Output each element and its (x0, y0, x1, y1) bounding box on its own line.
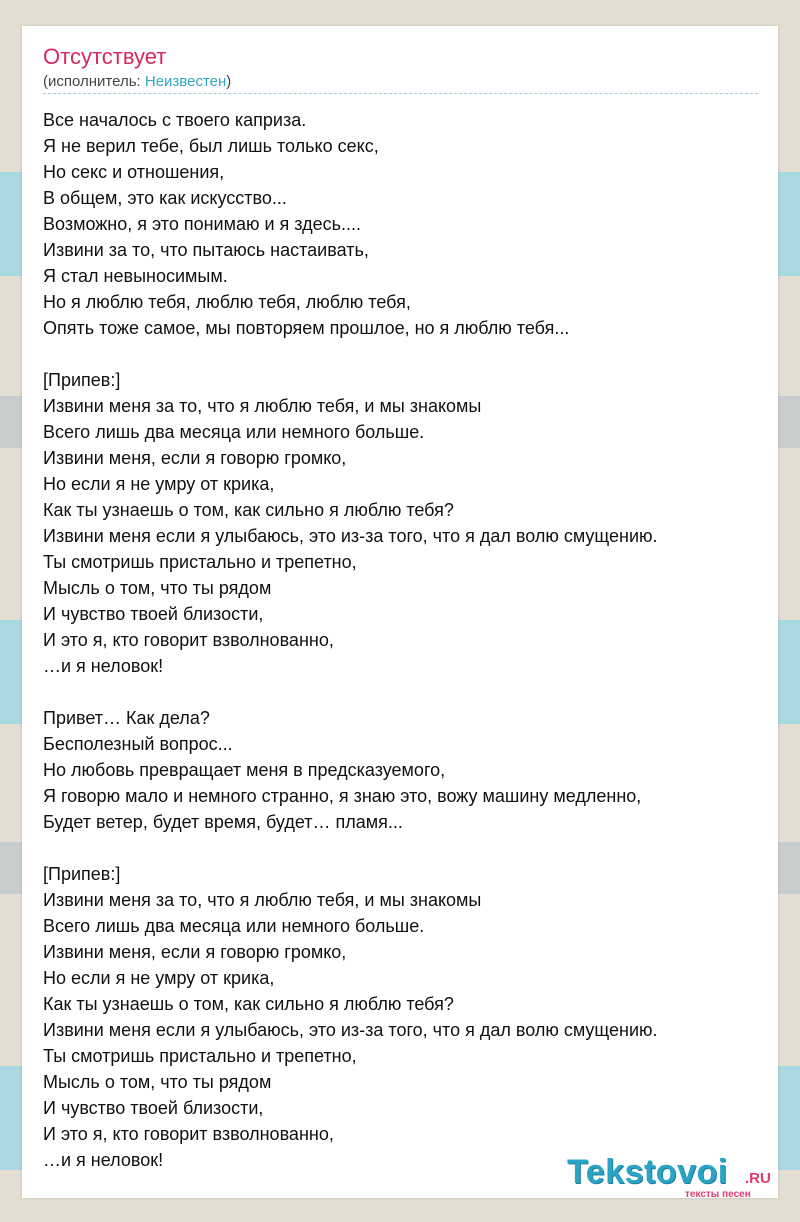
lyric-line: [Припев:] (43, 864, 121, 884)
lyric-line: И это я, кто говорит взволнованно, (43, 1124, 334, 1144)
lyric-line: И чувство твоей близости, (43, 604, 264, 624)
lyric-line: [Припев:] (43, 370, 121, 390)
lyric-line: Извини меня, если я говорю громко, (43, 942, 347, 962)
lyric-line: Опять тоже самое, мы повторяем прошлое, но я люблю тебя... (43, 318, 570, 338)
lyric-line: Извини меня за то, что я люблю тебя, и мы знакомы (43, 396, 482, 416)
logo-tagline: тексты песен (685, 1189, 751, 1200)
artist-link[interactable]: Неизвестен (144, 73, 227, 90)
lyric-line: Извини меня, если я говорю громко, (43, 448, 347, 468)
lyric-line: Все началось с твоего каприза. (43, 110, 307, 130)
lyric-line: Привет… Как дела? (43, 708, 210, 728)
lyric-line: …и я неловок! (43, 656, 164, 676)
lyric-line: Мысль о том, что ты рядом (43, 1072, 272, 1092)
artist-prefix: (исполнитель: (43, 73, 145, 90)
lyric-line: Но я люблю тебя, люблю тебя, люблю тебя, (43, 292, 411, 312)
lyric-line: Но любовь превращает меня в предсказуемого, (43, 760, 446, 780)
artist-suffix: ) (226, 73, 232, 90)
lyric-line: Но если я не умру от крика, (43, 968, 275, 988)
lyric-line: И чувство твоей близости, (43, 1098, 264, 1118)
tekstovoi-logo[interactable] (567, 1153, 777, 1203)
lyric-line: Я стал невыносимым. (43, 266, 228, 286)
lyric-line: Мысль о том, что ты рядом (43, 578, 272, 598)
blank-line (43, 341, 763, 367)
song-title: Отсутствует (43, 44, 167, 69)
artist-line (43, 73, 231, 90)
lyric-line: …и я неловок! (43, 1150, 164, 1170)
lyric-line: Будет ветер, будет время, будет… пламя... (43, 812, 403, 832)
logo-name: Tekstovoi (567, 1153, 728, 1191)
lyric-line: Как ты узнаешь о том, как сильно я люблю тебя? (43, 994, 454, 1014)
lyric-line: Всего лишь два месяца или немного больше. (43, 422, 425, 442)
lyrics-card (22, 26, 778, 1198)
logo-tld: .RU (745, 1170, 771, 1187)
blank-line (43, 679, 763, 705)
blank-line (43, 835, 763, 861)
lyric-line: Как ты узнаешь о том, как сильно я люблю тебя? (43, 500, 454, 520)
lyric-line: Возможно, я это понимаю и я здесь.... (43, 214, 362, 234)
lyric-line: Бесполезный вопрос... (43, 734, 233, 754)
lyric-line: В общем, это как искусство... (43, 188, 287, 208)
lyric-line: Извини за то, что пытаюсь настаивать, (43, 240, 369, 260)
lyrics-text (43, 107, 763, 1173)
lyric-line: Я не верил тебе, был лишь только секс, (43, 136, 379, 156)
lyric-line: И это я, кто говорит взволнованно, (43, 630, 334, 650)
lyric-line: Но секс и отношения, (43, 162, 225, 182)
lyric-line: Извини меня если я улыбаюсь, это из-за того, что я дал волю смущению. (43, 526, 658, 546)
lyric-line: Я говорю мало и немного странно, я знаю это, вожу машину медленно, (43, 786, 642, 806)
lyric-line: Извини меня за то, что я люблю тебя, и мы знакомы (43, 890, 482, 910)
lyric-line: Всего лишь два месяца или немного больше. (43, 916, 425, 936)
lyric-line: Но если я не умру от крика, (43, 474, 275, 494)
lyric-line: Ты смотришь пристально и трепетно, (43, 1046, 357, 1066)
title-divider (43, 93, 758, 94)
lyric-line: Ты смотришь пристально и трепетно, (43, 552, 357, 572)
lyric-line: Извини меня если я улыбаюсь, это из-за того, что я дал волю смущению. (43, 1020, 658, 1040)
